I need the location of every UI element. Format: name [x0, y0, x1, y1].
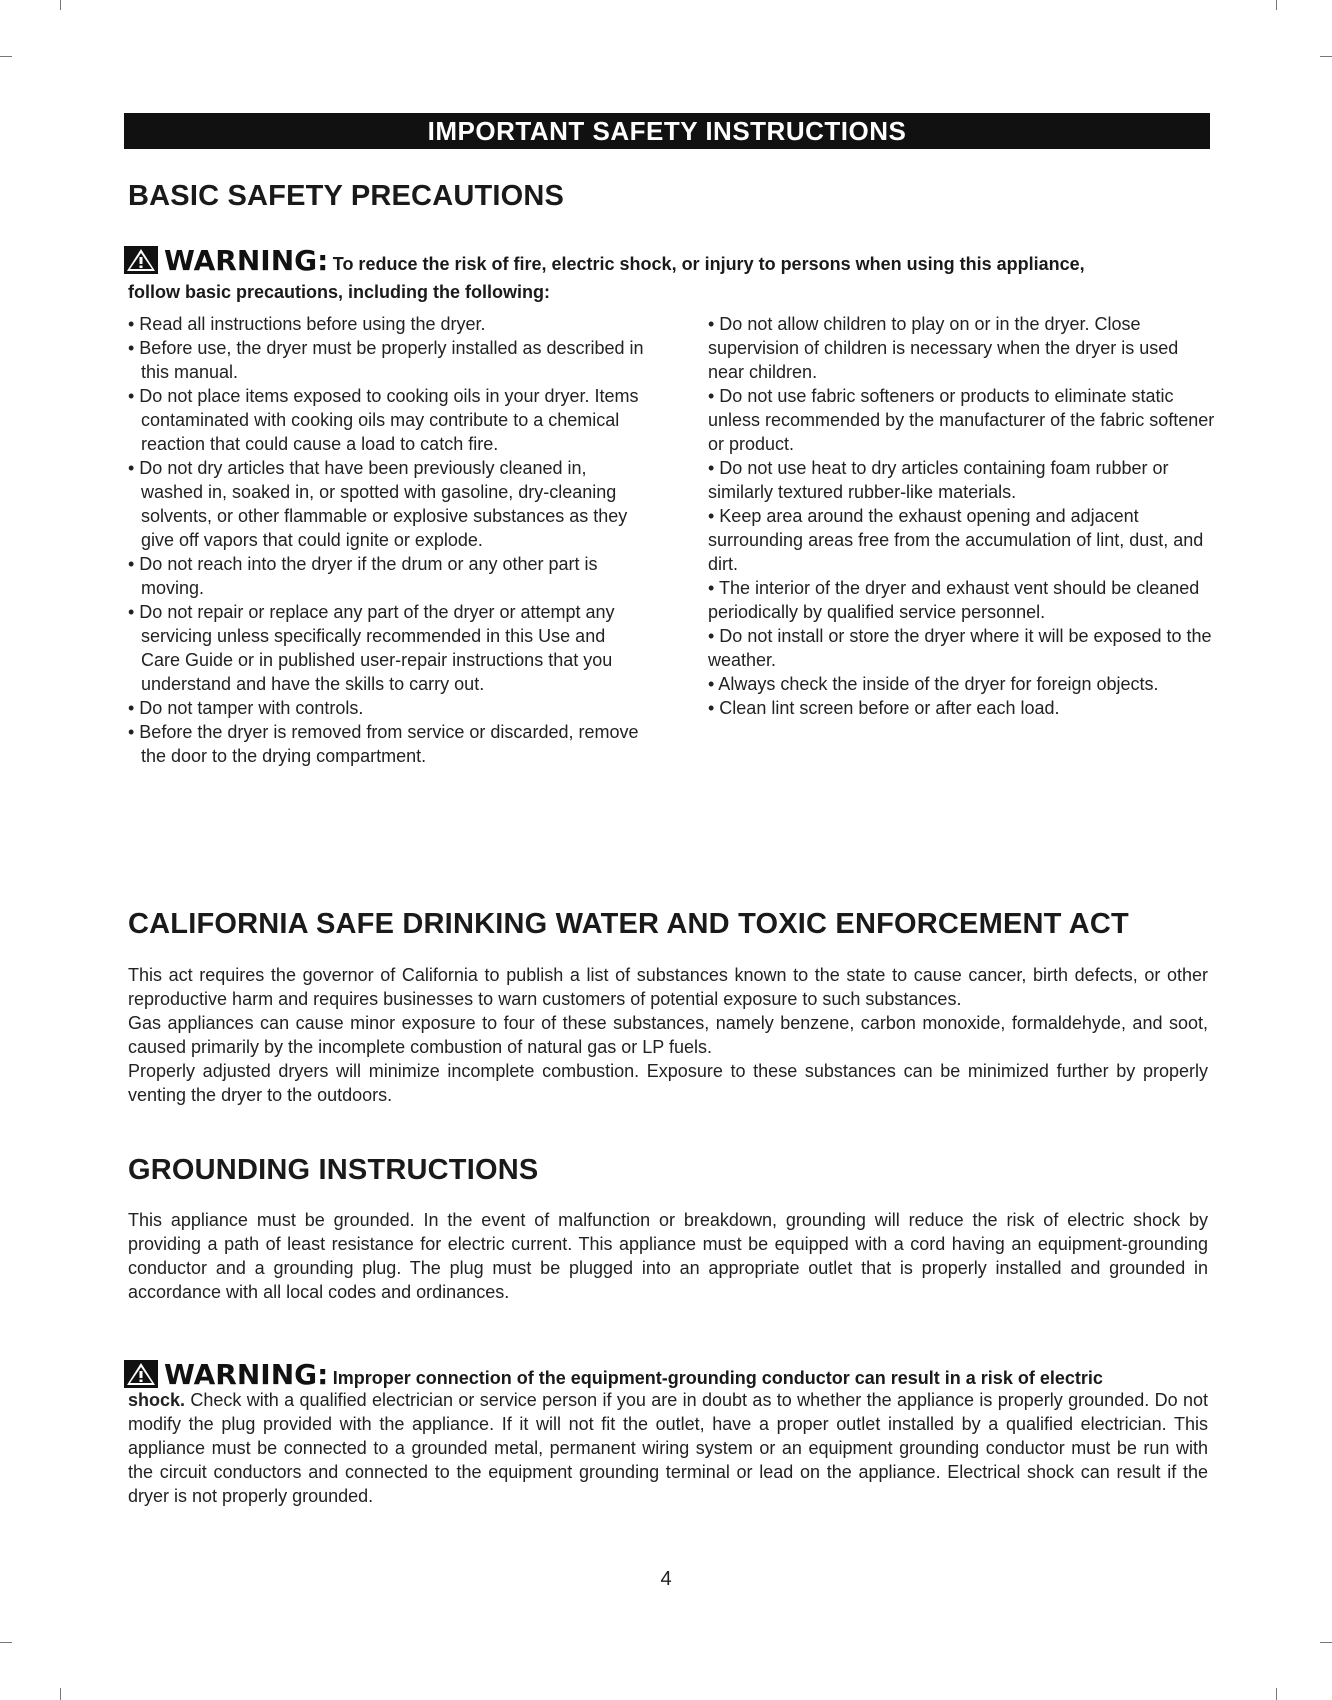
crop-mark	[0, 1642, 12, 1643]
basic-safety-heading: BASIC SAFETY PRECAUTIONS	[128, 180, 565, 212]
list-item: • Before the dryer is removed from service or discarded, remove the door to the drying compartment.	[128, 722, 639, 766]
right-precautions-list	[708, 312, 1218, 720]
crop-mark	[1320, 1642, 1332, 1643]
warning-body-text: Check with a qualified electrician or service person if you are in doubt as to whether the appliance is properly grounded. Do not modify the plug provided with the appliance. If it will not fit the outlet, have a proper outlet installed by a qualified electrician. This appliance must be connected to a grounded metal, permanent wiring system or an equipment grounding conductor must be run with the circuit conductors and connected to the equipment grounding terminal or lead on the appliance. Electrical shock can result if the dryer is not properly grounded.	[128, 1390, 1208, 1506]
paragraph: Properly adjusted dryers will minimize incomplete combustion. Exposure to these substances can be minimized further by properly venting the dryer to the outdoors.	[128, 1061, 1208, 1105]
paragraph: This appliance must be grounded. In the event of malfunction or breakdown, grounding will reduce the risk of electric shock by providing a path of least resistance for electric current. This appliance must be equipped with a cord having an equipment-grounding conductor and a grounding plug. The plug must be plugged into an appropriate outlet that is properly installed and grounded in accordance with all local codes and ordinances.	[128, 1210, 1208, 1302]
crop-mark	[1320, 56, 1332, 57]
list-item: • Keep area around the exhaust opening and adjacent surrounding areas free from the accumulation of lint, dust, and dirt.	[708, 506, 1204, 574]
list-item: • The interior of the dryer and exhaust vent should be cleaned periodically by qualified service personnel.	[708, 578, 1200, 622]
grounding-body	[128, 1208, 1208, 1304]
list-item: • Always check the inside of the dryer for foreign objects.	[708, 674, 1159, 694]
crop-mark	[60, 0, 61, 10]
basic-warning-line	[124, 244, 1085, 279]
list-item: • Do not install or store the dryer where it will be exposed to the weather.	[708, 626, 1212, 670]
grounding-warning-body	[128, 1388, 1208, 1508]
list-item: • Read all instructions before using the dryer.	[128, 314, 486, 334]
paragraph: Gas appliances can cause minor exposure to four of these substances, namely benzene, carbon monoxide, formaldehyde, and soot, caused primarily by the incomplete combustion of natural gas or LP fuels.	[128, 1013, 1208, 1057]
list-item: • Do not place items exposed to cooking oils in your dryer. Items contaminated with cooking oils may contribute to a chemical reaction that could cause a load to catch fire.	[128, 386, 639, 454]
grounding-heading: GROUNDING INSTRUCTIONS	[128, 1154, 539, 1186]
warning-triangle-icon	[124, 246, 158, 279]
paragraph: This act requires the governor of California to publish a list of substances known to the state to cause cancer, birth defects, or other reproductive harm and requires businesses to warn customers of potential exposure to such substances.	[128, 965, 1208, 1009]
california-heading: CALIFORNIA SAFE DRINKING WATER AND TOXIC ENFORCEMENT ACT	[128, 908, 1129, 940]
list-item: • Do not allow children to play on or in the dryer. Close supervision of children is necessary when the dryer is used near children.	[708, 314, 1179, 382]
title-banner: IMPORTANT SAFETY INSTRUCTIONS	[124, 113, 1210, 149]
list-item: • Do not repair or replace any part of the dryer or attempt any servicing unless specifically recommended in this Use and Care Guide or in published user-repair instructions that you understand and have the skills to carry out.	[128, 602, 615, 694]
crop-mark	[1276, 0, 1277, 10]
list-item: • Do not dry articles that have been previously cleaned in, washed in, soaked in, or spotted with gasoline, dry-cleaning solvents, or other flammable or explosive substances as they give off vapors that could ignite or explode.	[128, 458, 628, 550]
crop-mark	[60, 1688, 61, 1700]
warning-text: To reduce the risk of fire, electric shock, or injury to persons when using this appliance,	[332, 254, 1085, 274]
crop-mark	[1276, 1688, 1277, 1700]
warning-continuation: follow basic precautions, including the following:	[128, 282, 551, 302]
list-item: • Do not use heat to dry articles containing foam rubber or similarly textured rubber-like materials.	[708, 458, 1169, 502]
warning-text: Improper connection of the equipment-grounding conductor can result in a risk of electric	[332, 1368, 1103, 1388]
list-item: • Do not reach into the dryer if the drum or any other part is moving.	[128, 554, 598, 598]
warning-label: WARNING:	[164, 1358, 329, 1391]
crop-mark	[0, 56, 12, 57]
california-body	[128, 963, 1208, 1107]
list-item: • Do not tamper with controls.	[128, 698, 364, 718]
list-item: • Clean lint screen before or after each load.	[708, 698, 1060, 718]
page-number: 4	[660, 1568, 672, 1590]
list-item: • Do not use fabric softeners or products to eliminate static unless recommended by the manufacturer of the fabric softener or product.	[708, 386, 1215, 454]
warning-label: WARNING:	[164, 244, 329, 277]
list-item: • Before use, the dryer must be properly installed as described in this manual.	[128, 338, 644, 382]
warning-bold-word: shock.	[128, 1390, 186, 1410]
left-precautions-list	[128, 312, 648, 768]
